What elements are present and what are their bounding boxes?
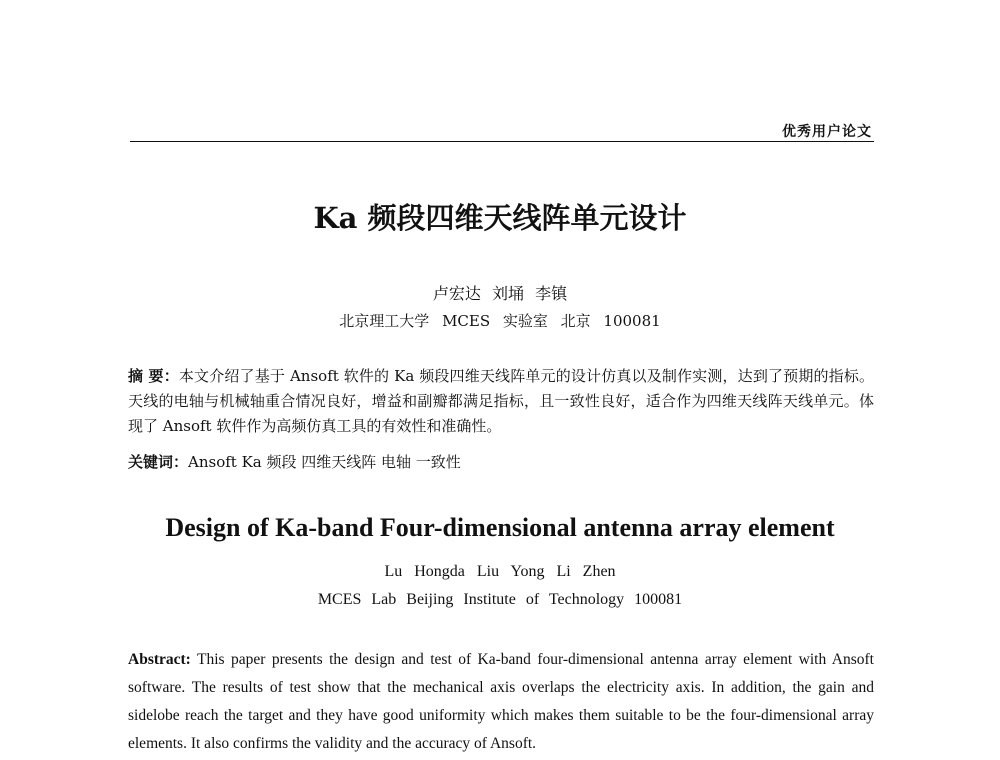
- abstract-en: [128, 646, 874, 758]
- abstract-cn-text: 本文介绍了基于 Ansoft 软件的 Ka 频段四维天线阵单元的设计仿真以及制作实测，达到了预期的指标。天线的电轴与机械轴重合情况良好，增益和副瓣都满足指标，且一致性良好，适合作为四维天线阵天线单元。体现了 Ansoft 软件作为高频仿真工具的有效性和准确性。: [128, 367, 874, 435]
- affiliation-cn: 北京理工大学 MCES 实验室 北京 100081: [339, 312, 661, 330]
- authors-en: Lu Hongda Liu Yong Li Zhen: [384, 563, 616, 580]
- paper-title-en: Design of Ka-band Four-dimensional antenna array element: [165, 513, 835, 542]
- header-rule: [130, 141, 874, 142]
- keywords-cn: [128, 450, 874, 475]
- authors-cn: 卢宏达 刘埇 李镇: [432, 284, 568, 303]
- keywords-cn-text: Ansoft Ka 频段 四维天线阵 电轴 一致性: [188, 453, 461, 471]
- keywords-cn-label: 关键词：: [128, 453, 189, 471]
- abstract-cn: [128, 364, 874, 439]
- section-label: 优秀用户论文: [782, 124, 872, 140]
- abstract-en-label: Abstract:: [128, 651, 191, 668]
- paper-title-cn: Ka 频段四维天线阵单元设计: [313, 201, 687, 235]
- abstract-en-text: This paper presents the design and test of Ka-band four-dimensional antenna array element with Ansoft software. The results of test show that the mechanical axis overlaps the electricity axis. In addition, the gain and sidelobe reach the target and they have good uniformity which makes them suitable to be the four-dimensional array elements. It also confirms the validity and the accuracy of Ansoft.: [128, 651, 874, 752]
- affiliation-en: MCES Lab Beijing Institute of Technology 100081: [317, 591, 683, 608]
- abstract-cn-label: 摘 要：: [128, 367, 179, 385]
